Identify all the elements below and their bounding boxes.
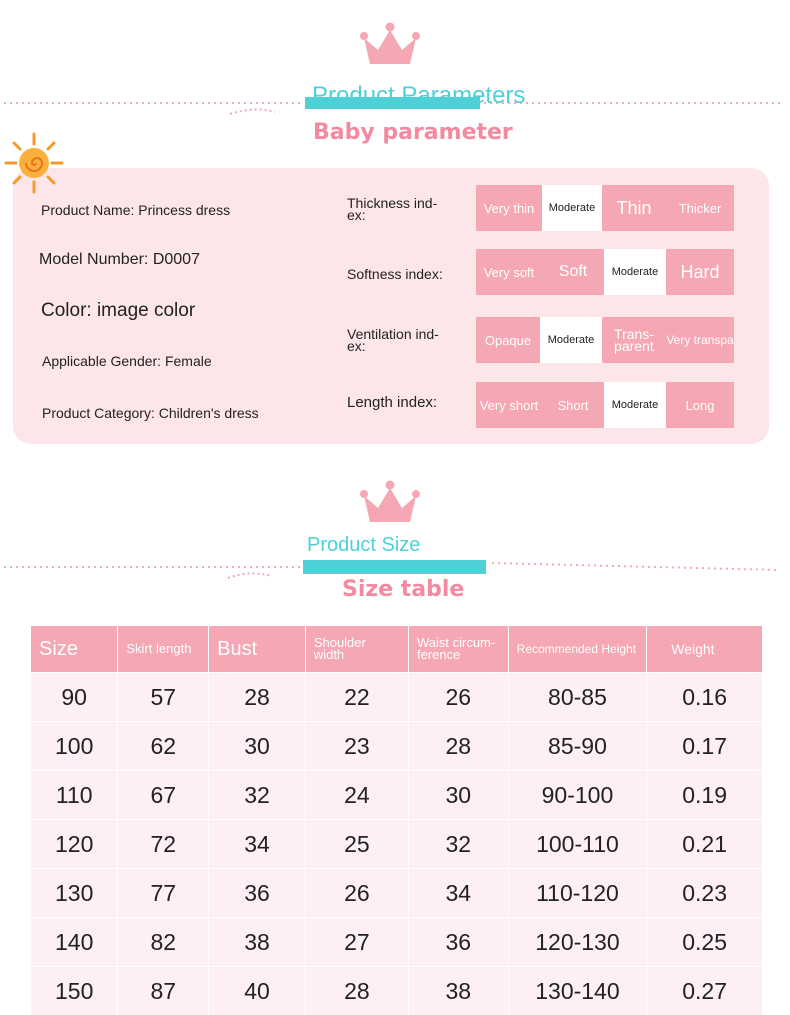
scale-option: Very soft (476, 249, 542, 295)
table-cell: 90 (31, 673, 118, 722)
table-cell: 0.17 (647, 722, 763, 771)
crown-icon (358, 478, 422, 526)
table-cell: 110 (31, 771, 118, 820)
ventilation-scale (476, 317, 734, 363)
table-cell: 130-140 (508, 967, 647, 1015)
table-cell: 32 (209, 771, 306, 820)
table-cell: 28 (209, 673, 306, 722)
section-title-parameters: Product Parameters (312, 82, 525, 110)
table-cell: 0.16 (647, 673, 763, 722)
section-subtitle-size: Size table (342, 577, 464, 602)
table-cell: 90-100 (508, 771, 647, 820)
column-header: Skirt length (118, 626, 209, 673)
table-cell: 72 (118, 820, 209, 869)
section-subtitle-parameters: Baby parameter (313, 120, 513, 145)
softness-scale (476, 249, 734, 295)
table-cell: 100-110 (508, 820, 647, 869)
softness-index-label: Softness index: (347, 268, 443, 280)
table-cell: 120-130 (508, 918, 647, 967)
sun-icon (4, 132, 64, 194)
table-cell: 80-85 (508, 673, 647, 722)
table-cell: 0.19 (647, 771, 763, 820)
scale-option: Long (666, 382, 734, 428)
table-cell: 25 (305, 820, 408, 869)
scale-option-selected: Moderate (542, 185, 602, 231)
scale-option: Short (542, 382, 604, 428)
scale-option: Very short (476, 382, 542, 428)
column-header: Bust (209, 626, 306, 673)
table-cell: 23 (305, 722, 408, 771)
table-cell: 0.27 (647, 967, 763, 1015)
product-name: Product Name: Princess dress (41, 202, 230, 218)
dotted-divider-right (480, 100, 785, 104)
table-cell: 77 (118, 869, 209, 918)
table-cell: 0.21 (647, 820, 763, 869)
scale-option-selected: Moderate (604, 249, 666, 295)
product-category: Product Category: Children's dress (42, 405, 259, 421)
table-cell: 38 (209, 918, 306, 967)
thickness-index-label: Thickness ind- ex: (347, 197, 437, 221)
model-number: Model Number: D0007 (39, 251, 200, 269)
table-row (31, 722, 763, 771)
table-row (31, 918, 763, 967)
scale-option: Trans- parent (602, 317, 666, 363)
table-cell: 82 (118, 918, 209, 967)
scale-option-selected: Moderate (604, 382, 666, 428)
table-cell: 36 (408, 918, 508, 967)
table-cell: 32 (408, 820, 508, 869)
scale-option: Thin (602, 185, 666, 231)
column-header: Size (31, 626, 118, 673)
table-cell: 34 (209, 820, 306, 869)
table-cell: 22 (305, 673, 408, 722)
table-cell: 85-90 (508, 722, 647, 771)
column-header: Waist circum- ference (408, 626, 508, 673)
heading-underline (303, 560, 486, 574)
table-cell: 57 (118, 673, 209, 722)
dotted-divider-left (0, 564, 305, 568)
dotted-divider-left (0, 100, 310, 104)
table-cell: 130 (31, 869, 118, 918)
table-cell: 34 (408, 869, 508, 918)
table-cell: 36 (209, 869, 306, 918)
table-cell: 40 (209, 967, 306, 1015)
table-cell: 140 (31, 918, 118, 967)
table-row (31, 820, 763, 869)
table-cell: 30 (408, 771, 508, 820)
table-cell: 27 (305, 918, 408, 967)
scale-option: Very thin (476, 185, 542, 231)
table-cell: 24 (305, 771, 408, 820)
dotted-divider-right (488, 560, 785, 564)
column-header: Shoulder width (305, 626, 408, 673)
table-cell: 28 (408, 722, 508, 771)
section-title-size: Product Size (307, 534, 420, 557)
table-cell: 87 (118, 967, 209, 1015)
table-cell: 26 (408, 673, 508, 722)
table-cell: 28 (305, 967, 408, 1015)
scale-option: Thicker (666, 185, 734, 231)
table-cell: 120 (31, 820, 118, 869)
table-row (31, 673, 763, 722)
product-color: Color: image color (41, 300, 195, 322)
table-row (31, 771, 763, 820)
length-scale (476, 382, 734, 428)
table-header-row (31, 626, 763, 673)
length-index-label: Length index: (347, 397, 437, 409)
scale-option: Opaque (476, 317, 540, 363)
scale-option: Hard (666, 249, 734, 295)
crown-icon (358, 20, 422, 68)
table-cell: 0.25 (647, 918, 763, 967)
thickness-scale (476, 185, 734, 231)
column-header: Weight (647, 626, 763, 673)
table-cell: 26 (305, 869, 408, 918)
size-table (31, 626, 763, 1015)
table-cell: 150 (31, 967, 118, 1015)
scale-option-selected: Moderate (540, 317, 602, 363)
ventilation-index-label: Ventilation ind- ex: (347, 328, 439, 352)
table-cell: 100 (31, 722, 118, 771)
table-cell: 62 (118, 722, 209, 771)
table-row (31, 869, 763, 918)
scale-option: Soft (542, 249, 604, 295)
applicable-gender: Applicable Gender: Female (42, 353, 212, 369)
table-cell: 30 (209, 722, 306, 771)
scale-option: Very transpa (666, 317, 734, 363)
table-cell: 67 (118, 771, 209, 820)
table-cell: 38 (408, 967, 508, 1015)
table-cell: 110-120 (508, 869, 647, 918)
column-header: Recommended Height (508, 626, 647, 673)
table-cell: 0.23 (647, 869, 763, 918)
